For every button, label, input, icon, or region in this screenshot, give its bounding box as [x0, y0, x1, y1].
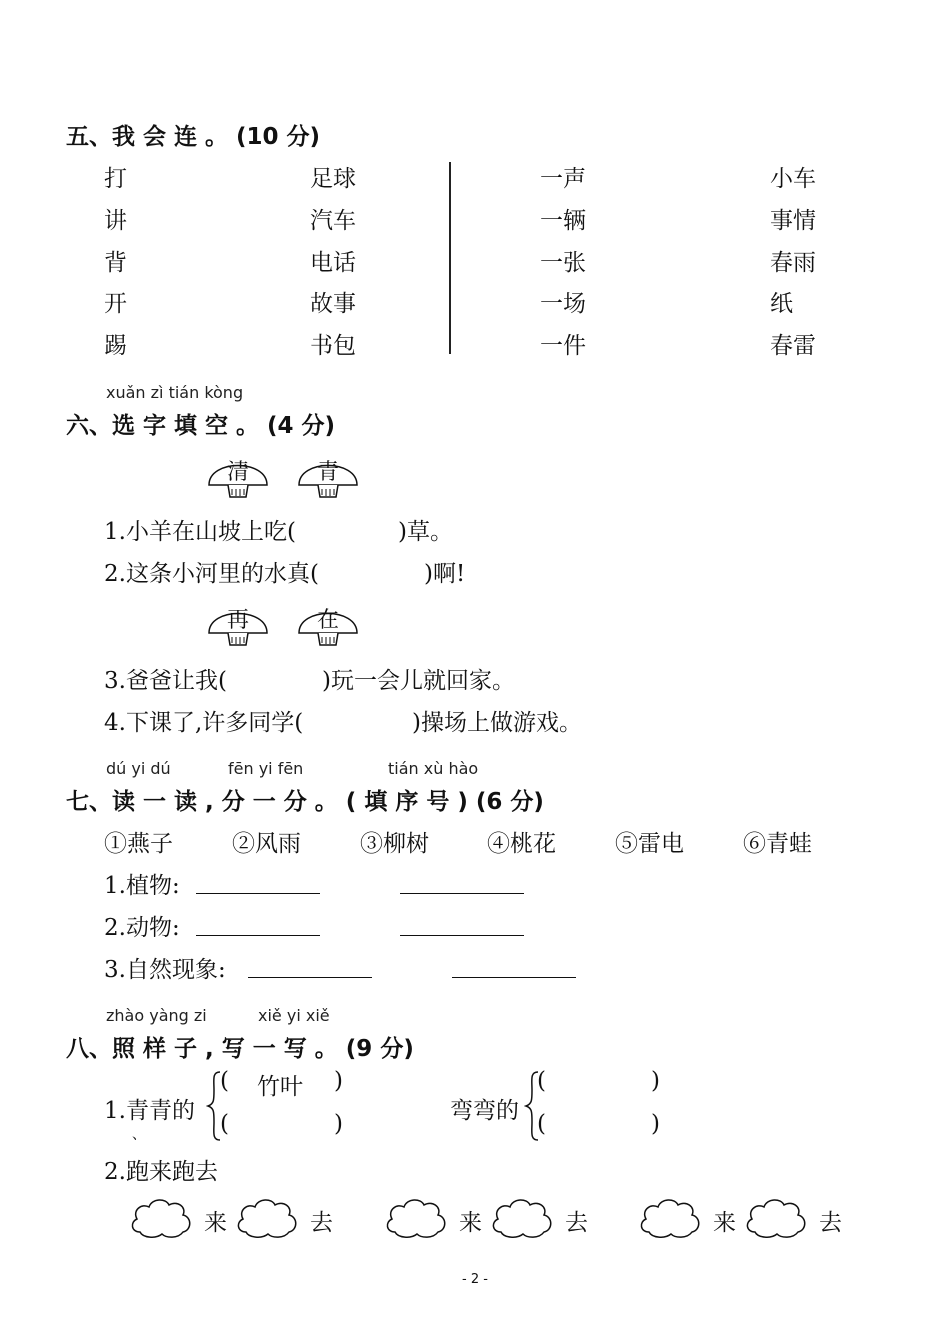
option-item: ③柳树 — [360, 831, 429, 857]
section-6-pinyin: xuǎn zì tián kòng — [106, 383, 244, 402]
lai-char: 来 — [459, 1210, 482, 1236]
option-item: ②风雨 — [232, 831, 301, 857]
section-8-pinyin-1: zhào yàng zi — [106, 1006, 207, 1025]
question-2: 2.这条小河里的水真( — [104, 561, 319, 587]
word-item: 春雨 — [770, 250, 816, 276]
word-item: 汽车 — [310, 208, 356, 234]
section-5-title: 五、我 会 连 。 (10 分) — [66, 124, 321, 150]
question-1-end: )草。 — [398, 519, 453, 545]
cloud-icon[interactable] — [743, 1194, 811, 1240]
answer-slot[interactable] — [236, 1115, 332, 1137]
answer-slot[interactable] — [553, 1115, 649, 1137]
word-item: 讲 — [104, 208, 127, 234]
cloud-icon[interactable] — [234, 1194, 302, 1240]
word-item: 一件 — [540, 333, 586, 359]
paren-close: ) — [334, 1111, 343, 1137]
classify-animals-label: 2.动物: — [104, 915, 180, 941]
word-item: 踢 — [104, 333, 127, 359]
paren-open: ( — [537, 1111, 546, 1137]
cloud-icon[interactable] — [383, 1194, 451, 1240]
example-paren-close: ) — [334, 1068, 343, 1094]
question-1: 1.小羊在山坡上吃( — [104, 519, 296, 545]
lai-char: 来 — [713, 1210, 736, 1236]
dot-mark: 、 — [132, 1127, 146, 1143]
paren-open: ( — [537, 1068, 546, 1094]
word-item: 背 — [104, 250, 127, 276]
mushroom-char: 青 — [316, 460, 339, 485]
word-item: 一声 — [540, 166, 586, 192]
lai-char: 来 — [204, 1210, 227, 1236]
answer-slot[interactable] — [553, 1072, 649, 1094]
answer-blank[interactable] — [196, 913, 320, 936]
word-item: 足球 — [310, 166, 356, 192]
question-4-end: )操场上做游戏。 — [412, 710, 582, 736]
question-3-end: )玩一会儿就回家。 — [322, 668, 515, 694]
word-item: 一张 — [540, 250, 586, 276]
question-1-label: 1.青青的 — [104, 1098, 195, 1124]
page-number: - 2 - — [462, 1272, 488, 1287]
section-7-pinyin-2: fēn yi fēn — [228, 759, 304, 778]
section-6-title: 六、选 字 填 空 。 (4 分) — [66, 413, 336, 439]
classify-nature-label: 3.自然现象: — [104, 957, 226, 983]
answer-blank[interactable] — [400, 913, 524, 936]
question-2-end: )啊! — [424, 561, 466, 587]
section-7-pinyin-1: dú yi dú — [106, 759, 171, 778]
word-item: 纸 — [770, 291, 793, 317]
answer-blank[interactable] — [248, 955, 372, 978]
qu-char: 去 — [819, 1210, 842, 1236]
mushroom-card — [206, 451, 270, 503]
question-3: 3.爸爸让我( — [104, 668, 227, 694]
word-item: 事情 — [770, 208, 816, 234]
classify-plants-label: 1.植物: — [104, 873, 180, 899]
cloud-icon[interactable] — [128, 1194, 196, 1240]
mushroom-card — [206, 599, 270, 651]
word-item: 打 — [104, 166, 127, 192]
option-item: ①燕子 — [104, 831, 173, 857]
word-item: 书包 — [310, 333, 356, 359]
mushroom-card — [296, 451, 360, 503]
paren-close: ) — [651, 1068, 660, 1094]
option-item: ⑤雷电 — [615, 831, 684, 857]
answer-blank[interactable] — [196, 871, 320, 894]
qu-char: 去 — [565, 1210, 588, 1236]
option-item: ④桃花 — [487, 831, 556, 857]
paren-open: ( — [220, 1111, 229, 1137]
answer-blank[interactable] — [400, 871, 524, 894]
word-item: 一场 — [540, 291, 586, 317]
section-7-title: 七、读 一 读 , 分 一 分 。 ( 填 序 号 ) (6 分) — [66, 789, 544, 815]
answer-blank[interactable] — [452, 955, 576, 978]
question-2-label: 2.跑来跑去 — [104, 1159, 218, 1185]
word-item: 小车 — [770, 166, 816, 192]
column-divider — [449, 162, 451, 354]
section-8-pinyin-2: xiě yi xiě — [258, 1006, 330, 1025]
paren-close: ) — [651, 1111, 660, 1137]
example-word: 竹叶 — [257, 1074, 303, 1100]
word-item: 开 — [104, 291, 127, 317]
question-4: 4.下课了,许多同学( — [104, 710, 304, 736]
cloud-icon[interactable] — [489, 1194, 557, 1240]
section-8-title: 八、照 样 子 , 写 一 写 。 (9 分) — [66, 1036, 414, 1062]
word-item: 电话 — [310, 250, 356, 276]
qu-char: 去 — [310, 1210, 333, 1236]
question-1b-label: 弯弯的 — [450, 1098, 519, 1124]
example-paren-open: ( — [220, 1068, 229, 1094]
cloud-icon[interactable] — [637, 1194, 705, 1240]
mushroom-card — [296, 599, 360, 651]
word-item: 一辆 — [540, 208, 586, 234]
option-item: ⑥青蛙 — [743, 831, 812, 857]
mushroom-char: 在 — [316, 608, 339, 633]
mushroom-char: 再 — [226, 608, 249, 633]
section-7-pinyin-3: tián xù hào — [388, 759, 479, 778]
word-item: 故事 — [310, 291, 356, 317]
mushroom-char: 清 — [226, 460, 249, 485]
word-item: 春雷 — [770, 333, 816, 359]
